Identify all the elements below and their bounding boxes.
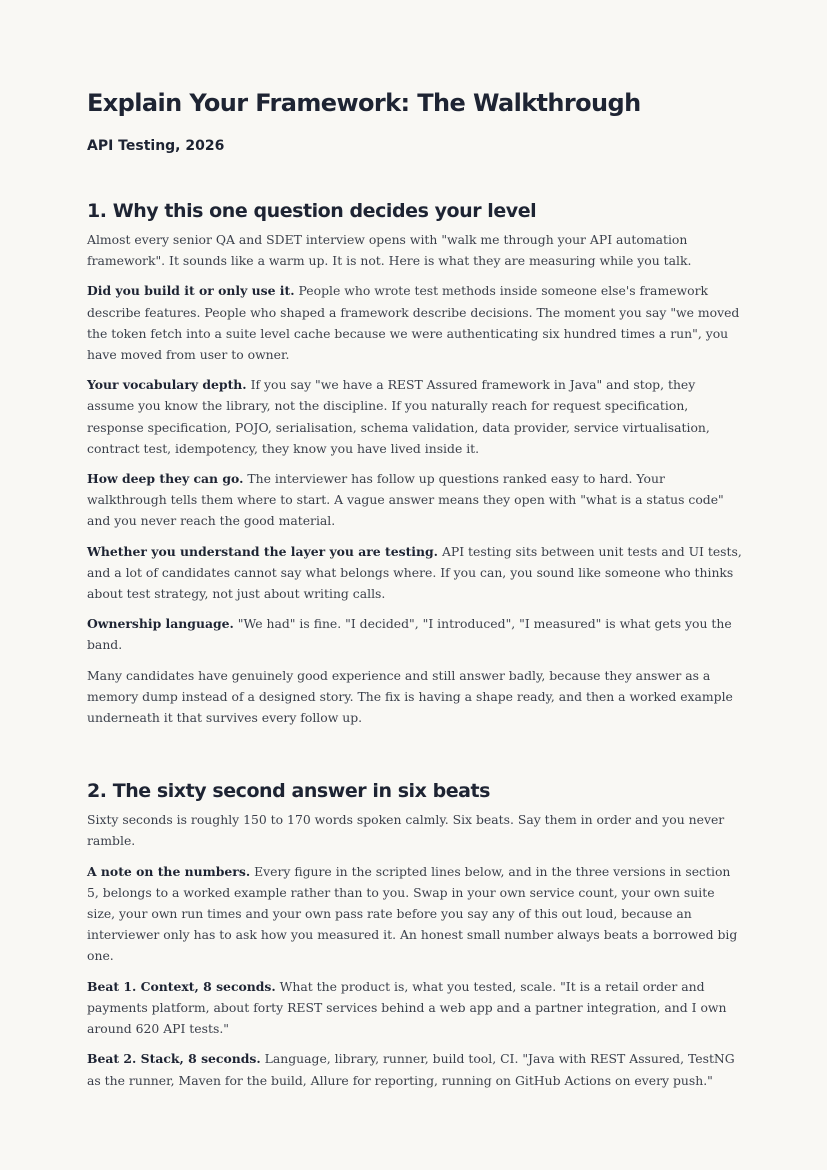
note-text: Every figure in the scripted lines below, and in the three versions in section 5, belongs to a worked example rather than to you. Swap in your own service count, your own suite size, your own run times and your own pass rate before you say any of this out loud, because an interviewer only has to ask how you measured it. An honest small number always beats a borrowed big one. xyxy=(87,863,738,964)
point-text: If you say "we have a REST Assured framework in Java" and stop, they assume you know the library, not the discipline. If you naturally reach for request specification, response specification, POJO, serialisation, schema validation, data provider, service virtualisation, contract test, idempotency, they know you have lived inside it. xyxy=(87,377,710,456)
document-title: Explain Your Framework: The Walkthrough xyxy=(87,89,641,117)
point-text: People who wrote test methods inside someone else's framework describe features. People who shaped a framework describe decisions. The moment you say "we moved the token fetch into a suite level cache because we were authenticating six hundred times a run", you have moved from user to owner. xyxy=(87,283,740,363)
document-subtitle: API Testing, 2026 xyxy=(87,138,225,154)
section-2-heading: 2. The sixty second answer in six beats xyxy=(87,780,491,803)
beat-text: What the product is, what you tested, scale. "It is a retail order and payments platform, about forty REST services behind a web app and a partner integration, and I own around 620 API tests." xyxy=(87,978,727,1037)
note-lead: A note on the numbers. xyxy=(87,863,251,879)
section-2-intro: Sixty seconds is roughly 150 to 170 words spoken calmly. Six beats. Say them in order and you never ramble. xyxy=(87,812,725,849)
beat-2-stack xyxy=(87,1048,743,1090)
beat-lead: Beat 2. Stack, 8 seconds. xyxy=(87,1051,261,1067)
point-text: API testing sits between unit tests and UI tests, and a lot of candidates cannot say what belongs where. If you can, you sound like someone who thinks about test strategy, not just about writing calls. xyxy=(87,543,742,602)
beat-lead: Beat 1. Context, 8 seconds. xyxy=(87,978,276,994)
point-text: The interviewer has follow up questions ranked easy to hard. Your walkthrough tells them where to start. A vague answer means they open with "what is a status code" and you never reach the good material. xyxy=(87,471,724,529)
section-1-heading: 1. Why this one question decides your level xyxy=(87,200,537,222)
section-1-closing: Many candidates have genuinely good experience and still answer badly, because they answer as a memory dump instead of a designed story. The fix is having a shape ready, and then a worked example underneath it that survives every follow up. xyxy=(87,667,733,726)
point-ownership-language xyxy=(87,613,743,655)
point-testing-layer xyxy=(87,541,743,605)
document-page xyxy=(87,88,743,1091)
section-1-intro: Almost every senior QA and SDET interview opens with "walk me through your API automation framework". It sounds like a warm up. It is not. Here is what they are measuring while you talk. xyxy=(87,232,692,269)
point-lead: Whether you understand the layer you are testing. xyxy=(87,543,438,559)
point-how-deep xyxy=(87,468,743,532)
beat-1-context xyxy=(87,976,743,1040)
numbers-note xyxy=(87,861,743,967)
point-lead: Ownership language. xyxy=(87,616,234,632)
beat-text: Language, library, runner, build tool, CI. "Java with REST Assured, TestNG as the runner, Maven for the build, Allure for reporting, running on GitHub Actions on every push." xyxy=(87,1051,735,1088)
point-lead: Did you build it or only use it. xyxy=(87,283,295,299)
point-build-or-use xyxy=(87,280,743,365)
point-lead: Your vocabulary depth. xyxy=(87,377,247,393)
point-lead: How deep they can go. xyxy=(87,471,244,487)
point-text: "We had" is fine. "I decided", "I introduced", "I measured" is what gets you the band. xyxy=(87,616,732,653)
point-vocabulary-depth xyxy=(87,374,743,459)
